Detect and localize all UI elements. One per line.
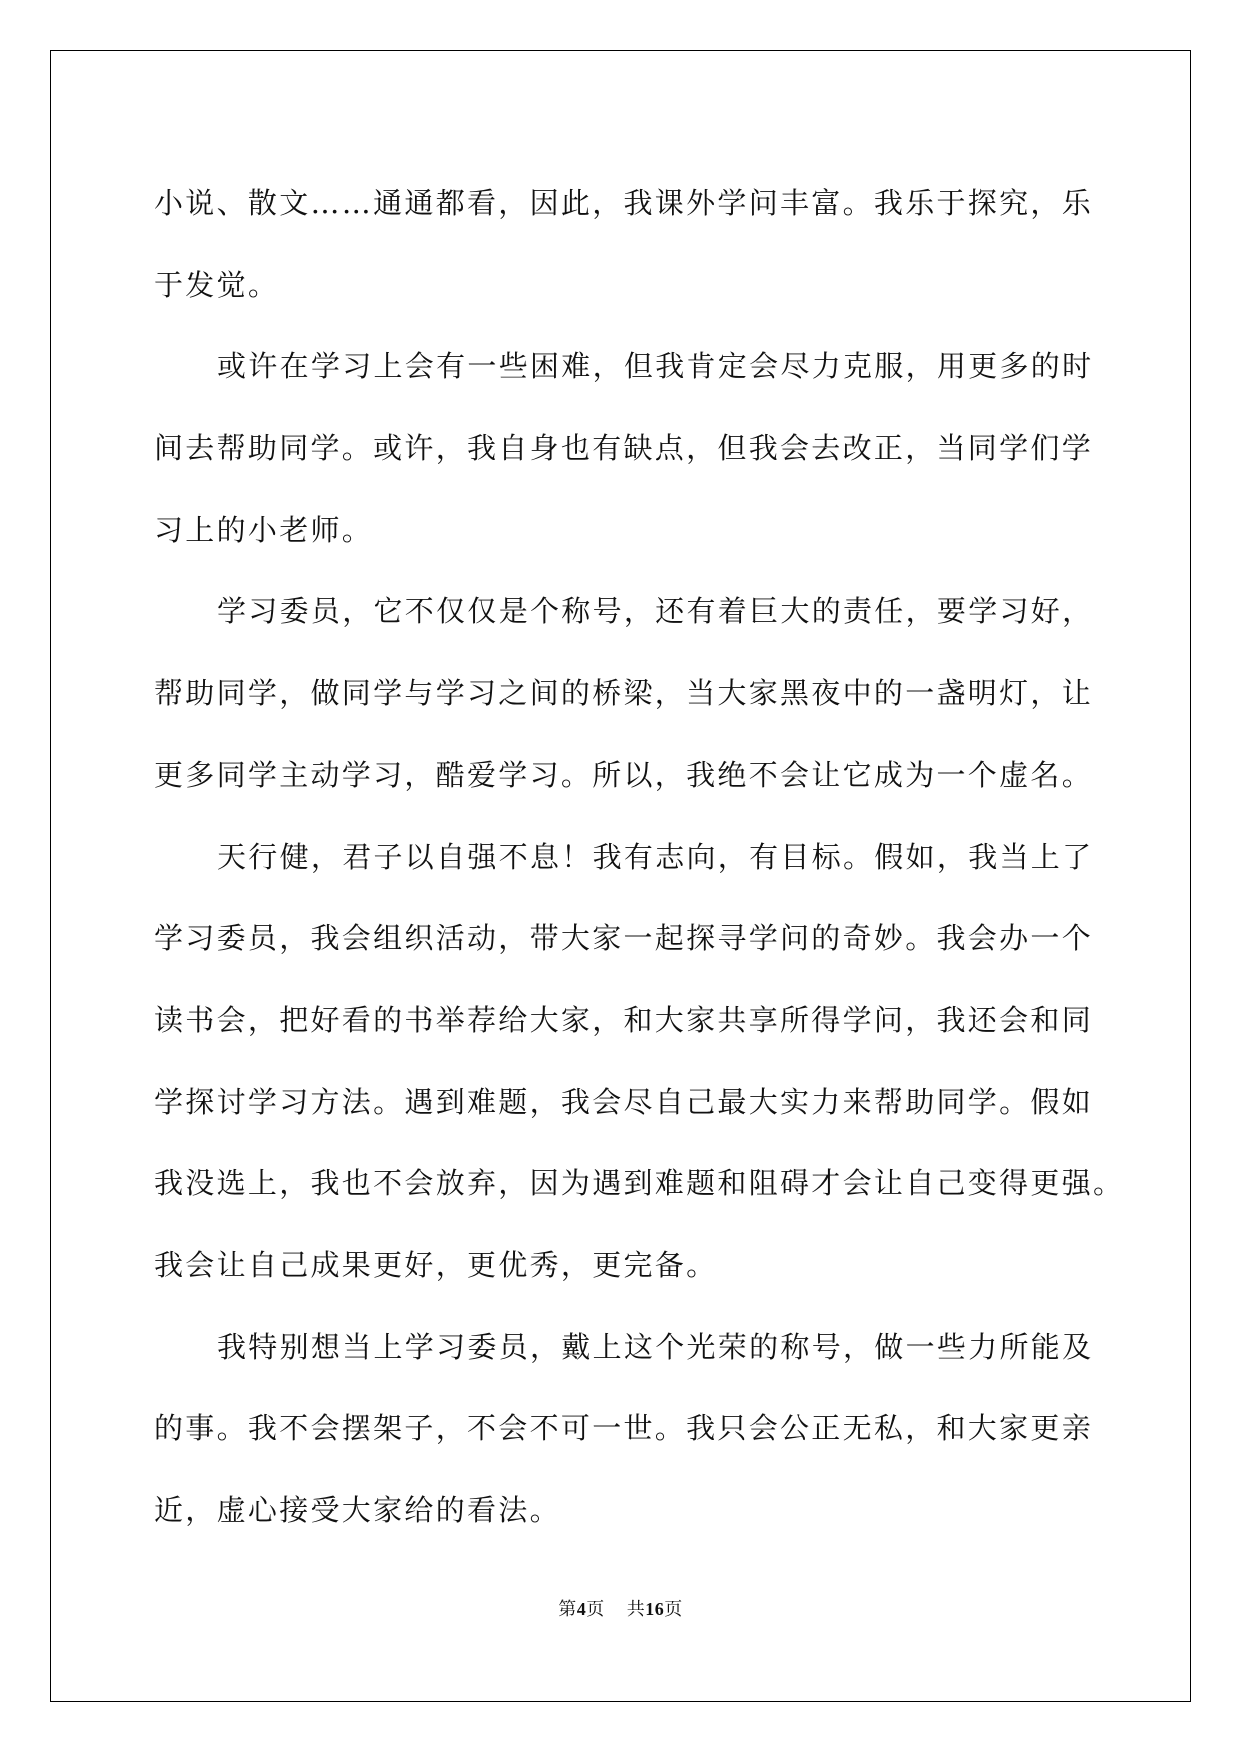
page-suffix: 页 [586, 1599, 605, 1620]
total-suffix: 页 [664, 1599, 683, 1620]
page-prefix: 第 [558, 1599, 577, 1620]
text-line: 学探讨学习方法。遇到难题，我会尽自己最大实力来帮助同学。假如 [154, 1084, 1094, 1119]
text-line: 小说、散文……通通都看，因此，我课外学问丰富。我乐于探究，乐 [154, 186, 1094, 220]
text-line: 或许在学习上会有一些困难，但我肯定会尽力克服，用更多的时 [217, 349, 1094, 384]
page-footer [0, 1597, 1241, 1622]
text-line: 天行健，君子以自强不息！我有志向，有目标。假如，我当上了 [217, 839, 1094, 874]
text-line: 于发觉。 [154, 267, 280, 302]
text-line: 学习委员，它不仅仅是个称号，还有着巨大的责任，要学习好， [217, 594, 1094, 629]
text-line: 习上的小老师。 [154, 512, 374, 547]
page-number: 4 [576, 1599, 587, 1619]
text-line: 学习委员，我会组织活动，带大家一起探寻学问的奇妙。我会办一个 [154, 921, 1094, 956]
total-prefix: 共 [626, 1599, 646, 1620]
document-body [154, 163, 1125, 1552]
text-line: 帮助同学，做同学与学习之间的桥梁，当大家黑夜中的一盏明灯，让 [154, 676, 1094, 711]
text-line: 的事。我不会摆架子，不会不可一世。我只会公正无私，和大家更亲 [154, 1411, 1094, 1446]
text-line: 读书会，把好看的书举荐给大家，和大家共享所得学问，我还会和同 [154, 1002, 1094, 1037]
text-line: 我没选上，我也不会放弃，因为遇到难题和阻碍才会让自己变得更强。 [154, 1166, 1125, 1201]
text-line: 更多同学主动学习，酷爱学习。所以，我绝不会让它成为一个虚名。 [154, 757, 1094, 792]
total-pages: 16 [645, 1599, 665, 1619]
text-line: 我会让自己成果更好，更优秀，更完备。 [154, 1247, 718, 1282]
text-line: 我特别想当上学习委员，戴上这个光荣的称号，做一些力所能及 [217, 1329, 1094, 1364]
text-line: 近，虚心接受大家给的看法。 [154, 1493, 561, 1527]
text-line: 间去帮助同学。或许，我自身也有缺点，但我会去改正，当同学们学 [154, 431, 1094, 466]
